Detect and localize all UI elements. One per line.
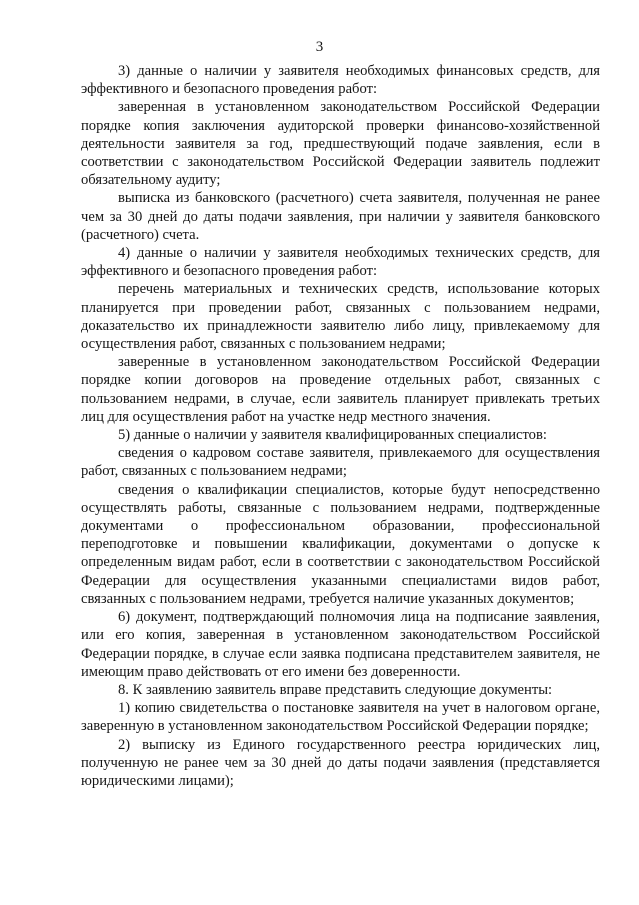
paragraph-staff-info: сведения о кадровом составе заявителя, привлекаемого для осуществления работ, связанных с пользованием недрами; [81, 445, 600, 480]
paragraph-bank-statement: выписка из банковского (расчетного) счета заявителя, полученная не ранее чем за 30 дней до даты подачи заявления, при наличии у заявителя банковского (расчетного) счета. [81, 190, 600, 243]
paragraph-financial-means: 3) данные о наличии у заявителя необходимых финансовых средств, для эффективного и безопасного проведения работ: [81, 63, 600, 98]
paragraph-qualified-specialists: 5) данные о наличии у заявителя квалифицированных специалистов: [118, 427, 547, 444]
paragraph-registry-extract: 2) выписку из Единого государственного реестра юридических лиц, полученную не ранее чем за 30 дней до даты подачи заявления (представляется юридическими лицами); [81, 736, 600, 789]
document-body [81, 62, 600, 790]
paragraph-authority-document: 6) документ, подтверждающий полномочия лица на подписание заявления, или его копия, заверенная в установленном законодательством Российской Федерации порядке, в случае если заявка подписана представителем заявителя, не имеющим право действовать от его имени без доверенности. [81, 609, 600, 680]
paragraph-contract-copies: заверенные в установленном законодательством Российской Федерации порядке копии договоров на проведение отдельных работ, связанных с пользованием недрами, в случае, если заявитель планирует привлекать третьих лиц для осуществления работ на участке недр местного значения. [81, 354, 600, 425]
page-number: 3 [315, 39, 324, 55]
paragraph-qualification-info: сведения о квалификации специалистов, которые будут непосредственно осуществлять работы, связанные с пользованием недрами, подтвержденные документами о профессиональном образовании, профессиональной переподготовке и повышении квалификации, документами о допуске к определенным видам работ, если в соответствии с законодательством Российской Федерации для осуществления указанными специалистами видов работ, связанных с пользованием недрами, требуется наличие указанных документов; [81, 481, 600, 607]
paragraph-optional-documents: 8. К заявлению заявитель вправе представить следующие документы: [118, 681, 553, 698]
paragraph-technical-means: 4) данные о наличии у заявителя необходимых технических средств, для эффективного и безопасного проведения работ: [81, 245, 600, 280]
paragraph-tax-registration: 1) копию свидетельства о постановке заявителя на учет в налоговом органе, заверенную в установленном законодательством Российской Федерации порядке; [81, 700, 600, 735]
paragraph-audit-copy: заверенная в установленном законодательством Российской Федерации порядке копия заключения аудиторской проверки финансово-хозяйственной деятельности заявителя за год, предшествующий подаче заявления, если в соответствии с законодательством Российской Федерации заявитель подлежит обязательному аудиту; [81, 99, 600, 189]
paragraph-equipment-list: перечень материальных и технических средств, использование которых планируется при проведении работ, связанных с пользованием недрами, доказательство их принадлежности заявителю либо лицу, привлекаемому для осуществления работ, связанных с пользованием недрами; [81, 281, 600, 353]
